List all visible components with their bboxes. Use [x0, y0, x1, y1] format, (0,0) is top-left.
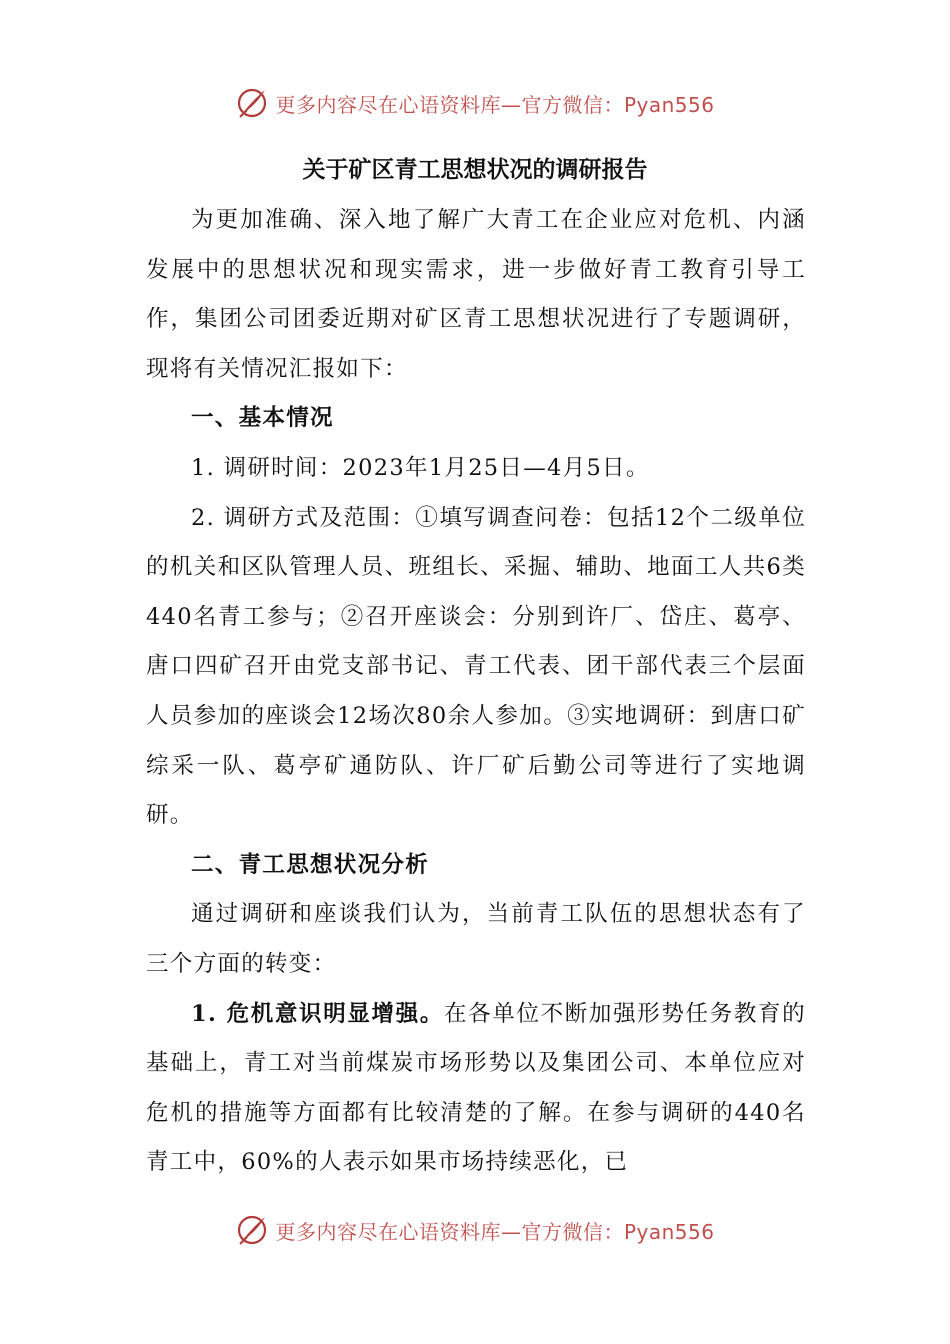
point-lead: 1. 危机意识明显增强。 — [191, 1000, 444, 1027]
section-heading-analysis: 二、青工思想状况分析 — [191, 851, 430, 878]
document-body — [146, 196, 806, 1188]
watermark-footer — [0, 1210, 950, 1250]
point-crisis-awareness — [146, 990, 806, 1188]
watermark-text: 更多内容尽在心语资料库—官方微信：Pyan556 — [275, 92, 715, 117]
section-heading-basic: 一、基本情况 — [191, 405, 334, 432]
watermark-text: 更多内容尽在心语资料库—官方微信：Pyan556 — [275, 1219, 715, 1244]
quill-pen-logo-icon — [235, 1213, 269, 1247]
intro-paragraph: 为更加准确、深入地了解广大青工在企业应对危机、内涵发展中的思想状况和现实需求，进一步做好青工教育引导工作，集团公司团委近期对矿区青工思想状况进行了专题调研，现将有关情况汇报如下： — [146, 207, 806, 382]
quill-pen-logo-icon — [235, 86, 269, 120]
analysis-intro-paragraph: 通过调研和座谈我们认为，当前青工队伍的思想状态有了三个方面的转变： — [146, 901, 806, 977]
document-title: 关于矿区青工思想状况的调研报告 — [302, 156, 648, 183]
item-survey-method: 2. 调研方式及范围：①填写调查问卷：包括12个二级单位的机关和区队管理人员、班组长、采掘、辅助、地面工人共6类440名青工参与；②召开座谈会：分别到许厂、岱庄、葛亭、唐口四矿召开由党支部书记、青工代表、团干部代表三个层面人员参加的座谈会12场次80余人参加。③实地调研：到唐口矿综采一队、葛亭矿通防队、许厂矿后勤公司等进行了实地调研。 — [146, 504, 806, 829]
point-body: 在各单位不断加强形势任务教育的基础上，青工对当前煤炭市场形势以及集团公司、本单位应对危机的措施等方面都有比较清楚的了解。在参与调研的440名青工中，60%的人表示如果市场持续恶化，已 — [146, 1000, 806, 1176]
watermark-header — [0, 83, 950, 123]
item-survey-time: 1. 调研时间：2023年1月25日—4月5日。 — [191, 454, 650, 481]
